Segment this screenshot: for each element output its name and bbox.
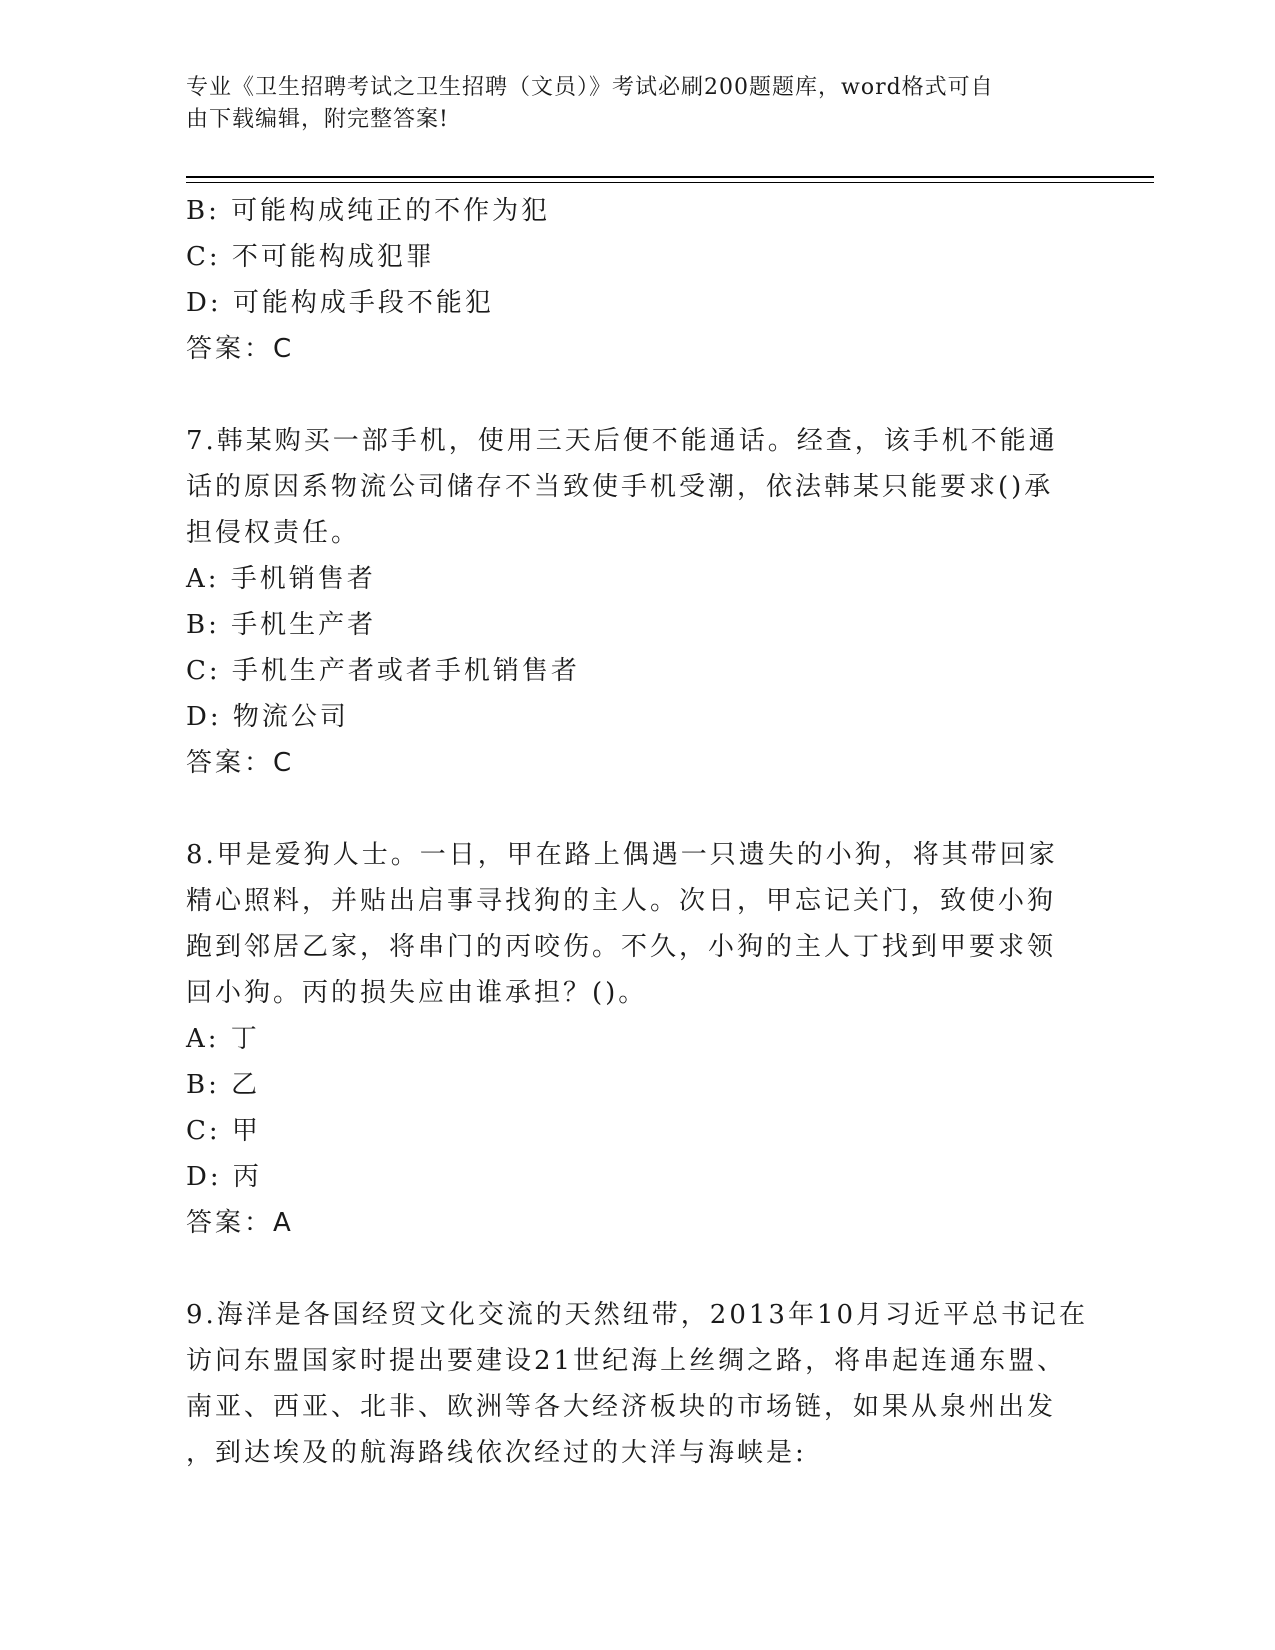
question-stem-line: 担侵权责任。	[186, 518, 361, 548]
option-d: D: 可能构成手段不能犯	[186, 288, 494, 318]
question-stem-line: 话的原因系物流公司储存不当致使手机受潮，依法韩某只能要求()承	[186, 472, 1054, 502]
option-c: C: 不可能构成犯罪	[186, 242, 435, 272]
option-a: A: 丁	[186, 1024, 260, 1054]
spacer	[186, 372, 1086, 418]
option-b: B: 可能构成纯正的不作为犯	[186, 196, 551, 226]
question-stem-line: 跑到邻居乙家，将串门的丙咬伤。不久，小狗的主人丁找到甲要求领	[186, 932, 1057, 962]
header-line-2: 由下载编辑，附完整答案!	[186, 107, 449, 132]
question-6-continued	[186, 188, 1086, 372]
question-stem-line: 南亚、西亚、北非、欧洲等各大经济板块的市场链，如果从泉州出发	[186, 1392, 1057, 1422]
option-c: C: 手机生产者或者手机销售者	[186, 656, 580, 686]
option-a: A: 手机销售者	[186, 564, 376, 594]
answer: 答案：A	[186, 1208, 294, 1238]
header-divider-thick	[186, 176, 1154, 178]
document-body	[186, 188, 1089, 1476]
spacer	[186, 786, 1086, 832]
question-stem-line: 9.海洋是各国经贸文化交流的天然纽带，2013年10月习近平总书记在	[186, 1300, 1089, 1330]
header-divider-thin	[186, 182, 1154, 183]
answer: 答案：C	[186, 748, 295, 778]
spacer	[186, 1246, 1086, 1292]
option-c: C: 甲	[186, 1116, 261, 1146]
option-d: D: 物流公司	[186, 702, 349, 732]
option-b: B: 手机生产者	[186, 610, 377, 640]
question-stem-line: 访问东盟国家时提出要建设21世纪海上丝绸之路，将串起连通东盟、	[186, 1346, 1067, 1376]
document-header	[186, 72, 1066, 136]
answer: 答案：C	[186, 334, 295, 364]
question-8	[186, 832, 1086, 1246]
question-stem-line: 7.韩某购买一部手机，使用三天后便不能通话。经查，该手机不能通	[186, 426, 1058, 456]
question-7	[186, 418, 1086, 786]
question-stem-line: 回小狗。丙的损失应由谁承担？()。	[186, 978, 648, 1008]
question-stem-line: 精心照料，并贴出启事寻找狗的主人。次日，甲忘记关门，致使小狗	[186, 886, 1057, 916]
header-line-1: 专业《卫生招聘考试之卫生招聘（文员）》考试必刷200题题库，word格式可自	[186, 75, 994, 100]
option-d: D: 丙	[186, 1162, 262, 1192]
question-9	[186, 1292, 1089, 1476]
option-b: B: 乙	[186, 1070, 261, 1100]
question-stem-line: 8.甲是爱狗人士。一日，甲在路上偶遇一只遗失的小狗，将其带回家	[186, 840, 1058, 870]
question-stem-line: ，到达埃及的航海路线依次经过的大洋与海峡是:	[186, 1438, 807, 1468]
